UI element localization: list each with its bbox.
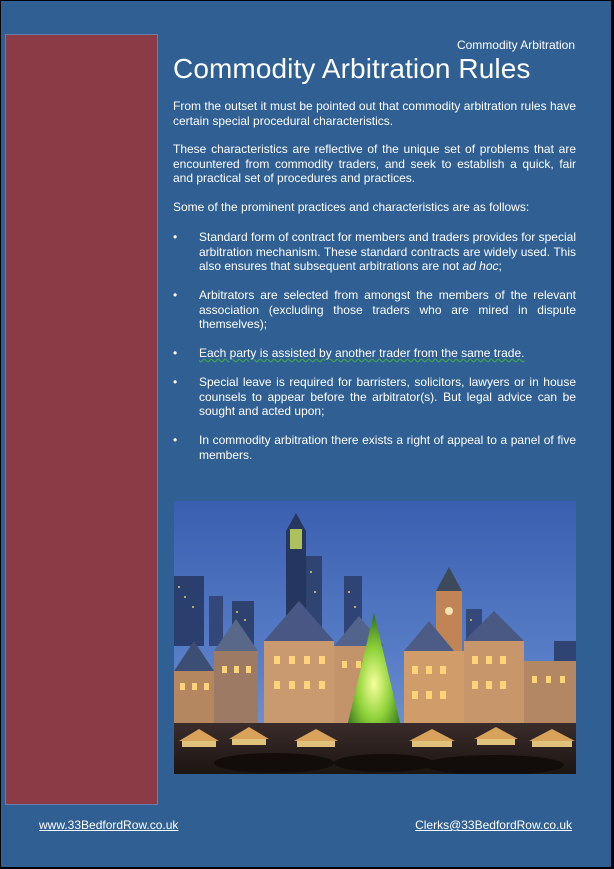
city-christmas-market-photo xyxy=(174,501,576,774)
list-item-end: ; xyxy=(498,259,502,273)
email-link[interactable]: Clerks@33BedfordRow.co.uk xyxy=(415,818,572,832)
main-content xyxy=(173,99,576,477)
bullet-icon: • xyxy=(173,230,178,244)
list-item-text: Arbitrators are selected from amongst the members of the relevant association (excluding those traders who are mired in dispute themselves); xyxy=(199,288,576,331)
website-link[interactable]: www.33BedfordRow.co.uk xyxy=(39,818,179,832)
page-title: Commodity Arbitration Rules xyxy=(173,53,531,84)
characteristics-paragraph: These characteristics are reflective of the unique set of problems that are encountered from commodity traders, and seek to establish a quick, fair and practical set of procedures and practices. xyxy=(173,142,576,185)
bullet-icon: • xyxy=(173,375,178,389)
practices-intro: Some of the prominent practices and characteristics are as follows: xyxy=(173,199,530,214)
bullet-icon: • xyxy=(173,288,178,302)
page xyxy=(1,1,611,867)
list-item xyxy=(173,230,576,274)
intro-paragraph: From the outset it must be pointed out that commodity arbitration rules have certain special procedural characteristics. xyxy=(173,99,576,128)
list-item-text: Special leave is required for barristers, solicitors, lawyers or in house counsels to appear before the arbitrator(s). But legal advice can be sought and acted upon; xyxy=(199,375,576,418)
sidebar-panel xyxy=(5,34,158,805)
list-item xyxy=(173,375,576,419)
list-item-text: In commodity arbitration there exists a right of appeal to a panel of five members. xyxy=(199,433,576,462)
list-item-text: Each party is assisted by another trader from the same trade. xyxy=(199,346,525,360)
list-item xyxy=(173,288,576,332)
practices-list xyxy=(173,230,576,462)
header-label: Commodity Arbitration xyxy=(456,38,575,52)
bullet-icon: • xyxy=(173,346,178,360)
bullet-icon: • xyxy=(173,433,178,447)
list-item xyxy=(173,433,576,462)
list-item-text: Standard form of contract for members and traders provides for special arbitration mechanism. These standard contracts are widely used. This also ensures that subsequent arbitrations are not xyxy=(199,230,576,273)
list-item-italic: ad hoc xyxy=(462,259,499,273)
list-item xyxy=(173,346,576,361)
